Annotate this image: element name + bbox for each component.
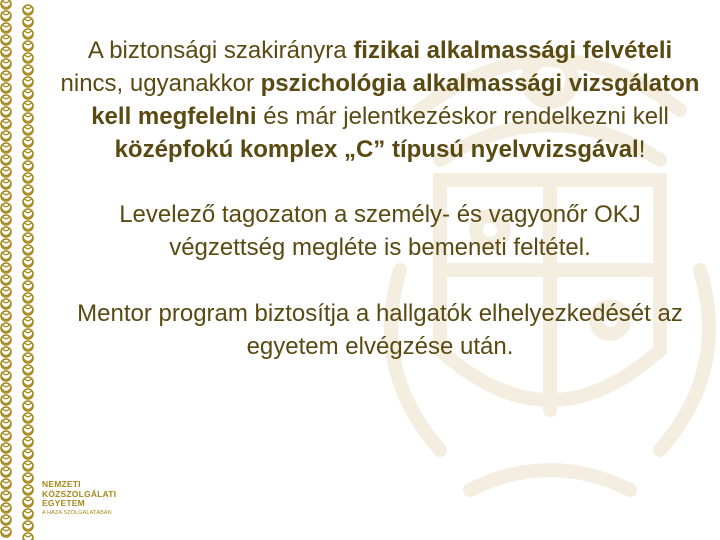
border-knot (23, 365, 33, 375)
border-knot (23, 65, 33, 75)
border-knot (23, 161, 33, 171)
border-knot (23, 305, 33, 315)
border-knot (23, 329, 33, 339)
border-knot (23, 533, 33, 540)
border-knot (1, 419, 11, 429)
border-knot (23, 125, 33, 135)
border-knot (1, 311, 11, 321)
border-knot (1, 251, 11, 261)
border-knot (1, 0, 11, 9)
border-knot (1, 443, 11, 453)
border-knot (1, 191, 11, 201)
border-knot (23, 425, 33, 435)
border-knot (1, 371, 11, 381)
border-knot (23, 509, 33, 519)
border-knot (23, 5, 33, 15)
text-segment-bold: középfokú komplex „C” típusú nyelvvizsgával (114, 136, 639, 163)
border-knot (1, 83, 11, 93)
border-knot (1, 167, 11, 177)
border-knot (23, 461, 33, 471)
border-knot (23, 77, 33, 87)
border-knot (1, 323, 11, 333)
border-knot (1, 35, 11, 45)
border-knot (1, 287, 11, 297)
border-knot (1, 275, 11, 285)
border-knot (23, 413, 33, 423)
border-knot (1, 215, 11, 225)
border-knot (1, 143, 11, 153)
border-knot (1, 467, 11, 477)
border-knot (1, 479, 11, 489)
border-knot (23, 317, 33, 327)
border-knot (23, 29, 33, 39)
border-knot (1, 347, 11, 357)
border-knot (23, 473, 33, 483)
border-knot (23, 521, 33, 531)
border-knot (1, 95, 11, 105)
border-knot (1, 119, 11, 129)
border-knot (23, 209, 33, 219)
border-knot (1, 59, 11, 69)
border-knot (23, 245, 33, 255)
border-knot (23, 137, 33, 147)
paragraph-requirements (60, 34, 700, 166)
border-knot (1, 107, 11, 117)
border-knot (23, 389, 33, 399)
border-knot (1, 23, 11, 33)
border-knot (1, 527, 11, 537)
text-segment: és már jelentkezéskor rendelkezni kell (256, 103, 669, 130)
slide-content (60, 30, 700, 363)
border-knot (23, 89, 33, 99)
border-knot (1, 407, 11, 417)
border-knot (1, 71, 11, 81)
border-knot (1, 431, 11, 441)
border-knot (23, 149, 33, 159)
border-knot (23, 221, 33, 231)
border-knot (23, 377, 33, 387)
text-segment: ! (638, 136, 646, 163)
paragraph-mentor: Mentor program biztosítja a hallgatók elhelyezkedését az egyetem elvégzése után. (77, 300, 683, 360)
border-knot (1, 395, 11, 405)
border-knot (23, 53, 33, 63)
text-segment-bold: fizikai alkalmassági felvételi (353, 37, 673, 64)
border-knot (23, 269, 33, 279)
logo-tagline: A HAZA SZOLGÁLATÁBAN (42, 509, 112, 516)
border-knot (23, 437, 33, 447)
text-segment: nincs, ugyanakkor (60, 70, 261, 97)
logo-line: NEMZETI (42, 479, 81, 489)
logo-line: KÖZSZOLGÁLATI (42, 488, 117, 499)
border-knot (1, 155, 11, 165)
border-knot (1, 131, 11, 141)
border-knot (1, 335, 11, 345)
border-knot (23, 401, 33, 411)
border-knot (23, 233, 33, 243)
border-knot (1, 11, 11, 21)
border-knot (1, 383, 11, 393)
border-knot (23, 497, 33, 507)
border-knot (1, 491, 11, 501)
border-knot (1, 515, 11, 525)
border-knot (23, 281, 33, 291)
border-knot (1, 227, 11, 237)
border-knot (23, 17, 33, 27)
border-knot (23, 185, 33, 195)
border-knot (1, 179, 11, 189)
border-knot (23, 113, 33, 123)
border-knot (1, 299, 11, 309)
border-knot (1, 47, 11, 57)
border-knot (23, 353, 33, 363)
text-segment-bold: pszichológia alkalmassági vizsgálaton kell megfelelni (91, 70, 700, 130)
border-knot (23, 341, 33, 351)
border-knot (23, 197, 33, 207)
border-knot (1, 359, 11, 369)
paragraph-correspondence: Levelező tagozaton a személy- és vagyonőr OKJ végzettség megléte is bemeneti feltétel. (119, 201, 641, 261)
border-knot (23, 485, 33, 495)
border-knot (1, 455, 11, 465)
border-knot (23, 101, 33, 111)
border-knot (1, 503, 11, 513)
ornamental-border (0, 0, 40, 540)
border-knot (1, 239, 11, 249)
university-logo (42, 480, 162, 517)
border-knot (23, 257, 33, 267)
border-knot (23, 293, 33, 303)
border-knot (23, 41, 33, 51)
logo-line: EGYETEM (42, 498, 85, 508)
border-knot (1, 203, 11, 213)
text-segment: A biztonsági szakirányra (87, 37, 354, 64)
border-knot (23, 173, 33, 183)
border-knot (1, 263, 11, 273)
border-knot (23, 449, 33, 459)
